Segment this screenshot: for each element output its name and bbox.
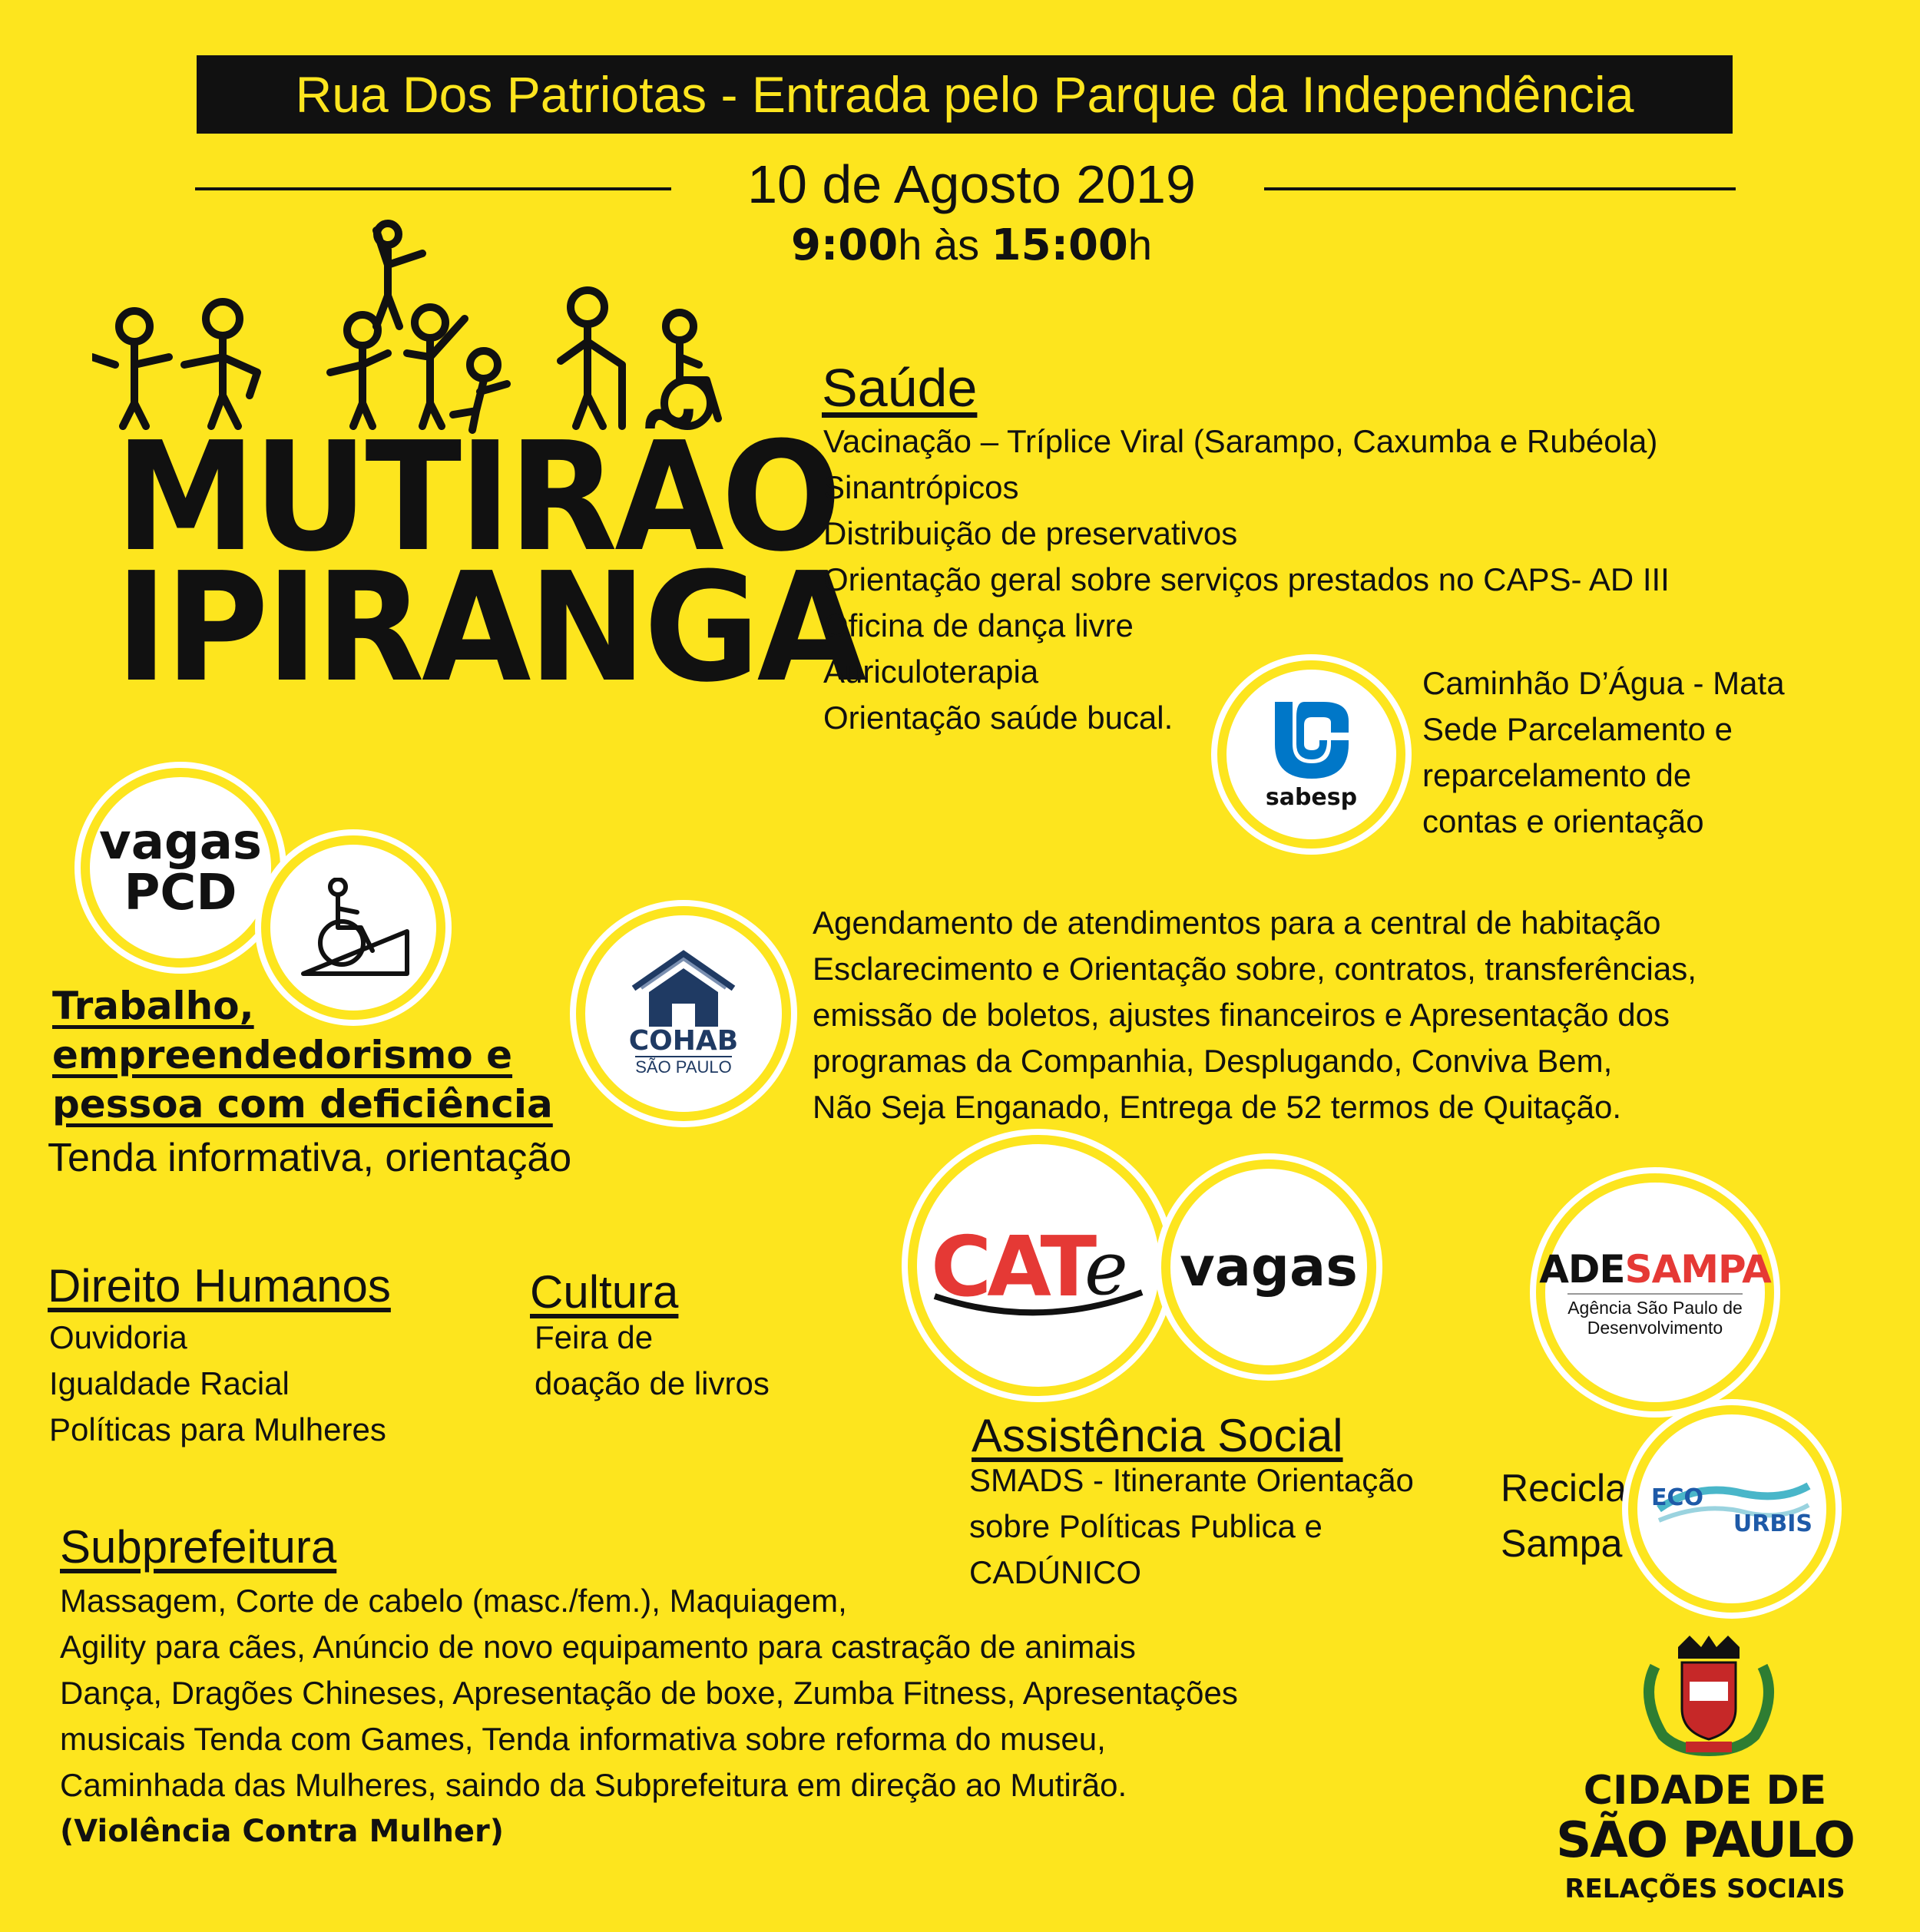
vagas-pcd-badge <box>81 768 280 968</box>
list-item: Ouvidoria <box>49 1319 187 1355</box>
subprefeitura-heading: Subprefeitura <box>60 1521 337 1573</box>
time-start: 9:00 <box>790 220 899 270</box>
list-item: Auriculoterapia <box>823 653 1039 690</box>
urbis-text: URBIS <box>1733 1510 1812 1537</box>
divider-right <box>1264 187 1736 190</box>
cohab-sublabel: SÃO PAULO <box>635 1057 732 1077</box>
list-item: Políticas para Mulheres <box>49 1411 386 1447</box>
list-item: Igualdade Racial <box>49 1365 290 1401</box>
sabesp-line: contas e orientação <box>1422 803 1704 839</box>
direitos-heading: Direito Humanos <box>48 1260 391 1312</box>
sao-paulo-coat-of-arms-icon <box>1632 1636 1786 1758</box>
list-item: Oficina de dança livre <box>823 607 1134 643</box>
time-separator: h às <box>898 220 991 269</box>
saude-heading: Saúde <box>822 358 978 418</box>
people-illustration <box>92 219 745 434</box>
vagas-label: vagas <box>99 814 262 871</box>
sabesp-line: Caminhão D’Água - Mata <box>1422 665 1785 701</box>
list-item: Orientação saúde bucal. <box>823 700 1174 736</box>
list-item: Distribuição de preservativos <box>823 515 1238 551</box>
vagas-text: vagas <box>1180 1236 1358 1298</box>
cohab-logo <box>576 906 791 1121</box>
subprefeitura-line: Massagem, Corte de cabelo (masc./fem.), Maquiagem, <box>60 1583 847 1619</box>
cohab-line: emissão de boletos, ajustes financeiros e Apresentação dos <box>813 997 1670 1033</box>
recicla-text <box>1501 1461 1627 1571</box>
cohab-label: COHAB <box>628 1025 739 1057</box>
ecourbis-logo <box>1628 1405 1836 1613</box>
list-item: Feira de <box>535 1319 654 1355</box>
list-item: Sinantrópicos <box>823 469 1019 505</box>
title-line2: IPIRANGA <box>115 541 864 716</box>
sabesp-line: reparcelamento de <box>1422 757 1692 793</box>
adesampa-sub: Desenvolvimento <box>1587 1318 1723 1338</box>
subprefeitura-line: musicais Tenda com Games, Tenda informativa sobre reforma do museu, <box>60 1721 1106 1757</box>
cate-logo <box>908 1135 1169 1396</box>
cidade-line2: SÃO PAULO <box>1556 1812 1854 1869</box>
trabalho-heading-line: pessoa com deficiência <box>52 1082 553 1126</box>
time-suffix: h <box>1127 220 1153 269</box>
eco-text: ECO <box>1651 1484 1704 1511</box>
assistencia-heading: Assistência Social <box>972 1410 1343 1461</box>
cultura-list <box>535 1315 770 1407</box>
list-item: Orientação geral sobre serviços prestados no CAPS- AD III <box>823 561 1670 597</box>
wheelchair-ramp-icon <box>296 878 411 978</box>
recicla-line: Recicla <box>1501 1467 1627 1510</box>
cohab-line: Agendamento de atendimentos para a central de habitação <box>813 905 1661 941</box>
trabalho-heading-line: Trabalho, <box>52 984 254 1028</box>
cultura-heading: Cultura <box>530 1266 679 1318</box>
cate-e-text: e <box>1084 1226 1128 1312</box>
cohab-text <box>813 900 1697 1130</box>
cate-main-text: CAT <box>931 1219 1093 1315</box>
vagas-badge <box>1161 1160 1376 1375</box>
event-time <box>668 220 1275 270</box>
subprefeitura-line: Agility para cães, Anúncio de novo equipamento para castração de animais <box>60 1629 1136 1665</box>
sabesp-logo <box>1217 660 1405 849</box>
list-item: sobre Políticas Publica e <box>969 1508 1322 1544</box>
subprefeitura-line: Dança, Dragões Chineses, Apresentação de boxe, Zumba Fitness, Apresentações <box>60 1675 1238 1711</box>
list-item: doação de livros <box>535 1365 770 1401</box>
event-date: 10 de Agosto 2019 <box>747 154 1196 214</box>
sabesp-mark-icon <box>1266 698 1358 782</box>
cate-swoosh-icon <box>931 1289 1146 1319</box>
cidade-line3: RELAÇÕES SOCIAIS <box>1564 1874 1846 1904</box>
location-banner: Rua Dos Patriotas - Entrada pelo Parque da Independência <box>197 55 1733 134</box>
cidade-line1: CIDADE DE <box>1583 1768 1827 1814</box>
divider-left <box>195 187 671 190</box>
trabalho-text: Tenda informativa, orientação <box>48 1136 572 1180</box>
house-icon <box>630 950 737 1027</box>
list-item: SMADS - Itinerante Orientação <box>969 1462 1414 1498</box>
adesampa-sub: Agência São Paulo de <box>1567 1298 1743 1318</box>
sabesp-line: Sede Parcelamento e <box>1422 711 1733 747</box>
trabalho-heading <box>52 981 553 1129</box>
title-line1: MUTIRÃO <box>115 410 839 585</box>
subprefeitura-text <box>60 1578 1238 1854</box>
list-item: CADÚNICO <box>969 1554 1142 1590</box>
cohab-line: Não Seja Enganado, Entrega de 52 termos de Quitação. <box>813 1089 1622 1125</box>
subprefeitura-bold-line: (Violência Contra Mulher) <box>60 1814 505 1849</box>
subprefeitura-line: Caminhada das Mulheres, saindo da Subprefeitura em direção ao Mutirão. <box>60 1767 1127 1803</box>
list-item: Vacinação – Tríplice Viral (Sarampo, Caxumba e Rubéola) <box>823 423 1658 459</box>
sabesp-label: sabesp <box>1265 784 1358 811</box>
adesampa-brand-a: ADE <box>1539 1247 1625 1292</box>
pcd-label: PCD <box>124 865 237 921</box>
cohab-line: Esclarecimento e Orientação sobre, contratos, transferências, <box>813 951 1697 987</box>
adesampa-brand-b: SAMPA <box>1624 1247 1771 1292</box>
cohab-line: programas da Companhia, Desplugando, Conviva Bem, <box>813 1043 1613 1079</box>
recicla-line: Sampa <box>1501 1522 1623 1565</box>
assistencia-list <box>969 1457 1414 1596</box>
trabalho-heading-line: empreendedorismo e <box>52 1033 513 1077</box>
time-end: 15:00 <box>991 220 1128 270</box>
direitos-list <box>49 1315 386 1453</box>
adesampa-logo <box>1536 1173 1774 1411</box>
sabesp-text <box>1422 660 1785 845</box>
